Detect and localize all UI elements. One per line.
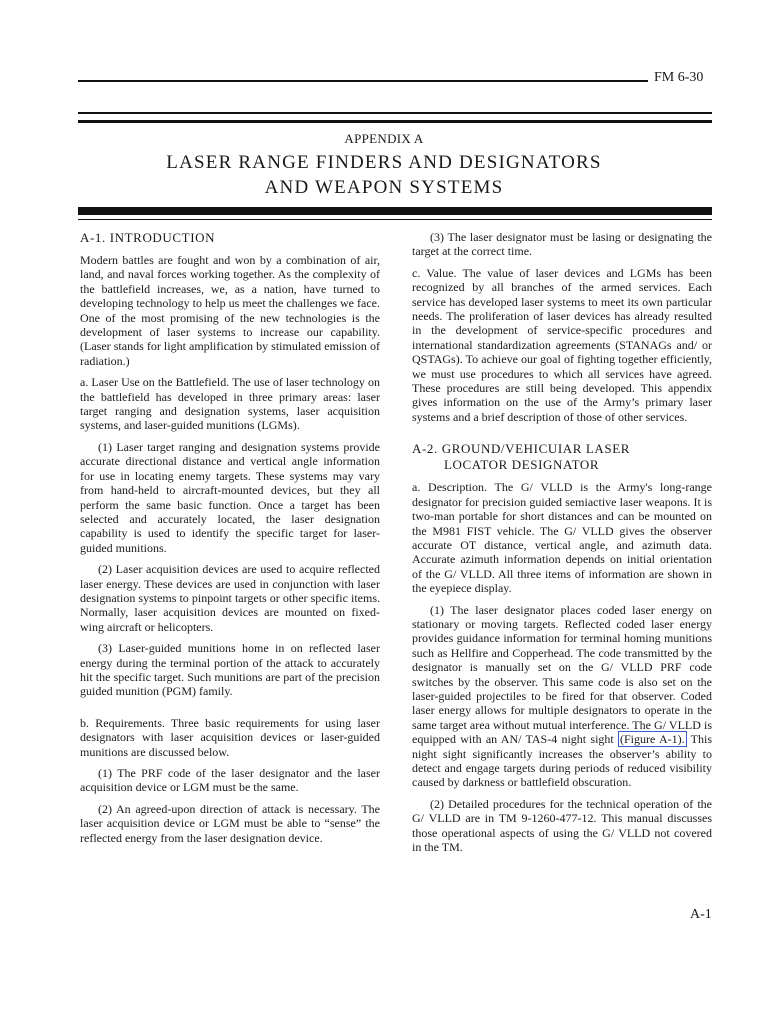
paragraph-a3: (3) Laser-guided munitions home in on reflected laser energy during the terminal portion of the attack to accurately hit the specific target. Such munitions are part of the precision guided munition (PGM) family. <box>80 641 380 699</box>
title-rule-top-thick <box>78 120 712 123</box>
paragraph-a-laser-use: a. Laser Use on the Battlefield. The use of laser technology on the battlefield has developed in three primary areas: laser target ranging and designation systems, laser acquisition systems, and laser-guided munitions (LGMs). <box>80 375 380 433</box>
section-heading-a2-line-1: A-2. GROUND/VEHICUIAR LASER <box>412 441 631 457</box>
paragraph-a-description: a. Description. The G/ VLLD is the Army's long-range designator for precision guided semiactive laser weapons. It is two-man portable for short distances and can be mounted on the M981 FIST vehicle. The G/ VLLD gives the observer accurate OT distance, vertical angle, and azimuth data. Accurate azimuth information depends on initial orientation of the G/ VLLD. All three items of information are shown in the eyepiece display. <box>412 480 712 596</box>
page-title <box>0 150 768 200</box>
right-column <box>412 230 712 861</box>
title-line-2: AND WEAPON SYSTEMS <box>264 177 504 198</box>
left-column <box>80 230 380 852</box>
paragraph-c-value: c. Value. The value of laser devices and LGMs has been recognized by all branches of the armed services. Each service has developed laser systems to meet its own particular needs. The proliferation of laser devices has already resulted in the development of service-specific procedures and international standardization agreements (STANAGs and/ or QSTAGs). To achieve our goal of fighting together efficiently, we must use procedures to which all services have agreed. These procedures are still being developed. This appendix gives information on the use of the Army’s primary laser systems and a brief description of those of other services. <box>412 265 712 424</box>
section-heading-a1: A-1. INTRODUCTION <box>80 230 216 245</box>
spacer <box>80 706 380 716</box>
header-rule <box>78 80 648 82</box>
document-code: FM 6-30 <box>654 70 704 85</box>
paragraph-a2: (2) Laser acquisition devices are used to acquire reflected laser energy. These devices are used in conjunction with laser designation systems to pinpoint targets or other specific items. Normally, laser acquisition devices are mounted on fixed-wing aircraft or helicopters. <box>80 562 380 634</box>
section-heading-a2 <box>412 441 712 473</box>
title-rule-bottom-thin <box>78 219 712 220</box>
title-line-1: LASER RANGE FINDERS AND DESIGNATORS <box>166 152 602 173</box>
section-heading-a2-line-2: LOCATOR DESIGNATOR <box>444 457 600 473</box>
intro-paragraph: Modern battles are fought and won by a combination of air, land, and naval forces working together. As the complexity of the battlefield increases, we, as a nation, have turned to developing technology to help us meet the challenges we face. One of the most promising of the new technologies is the development of laser systems to increase our capability. (Laser stands for light amplification by stimulated emission of radiation.) <box>80 253 380 368</box>
figure-a1-link[interactable]: (Figure A-1). <box>620 732 685 747</box>
title-rule-top-thin <box>78 112 712 114</box>
paragraph-b3: (3) The laser designator must be lasing or designating the target at the correct time. <box>412 230 712 259</box>
paragraph-b1: (1) The PRF code of the laser designator and the laser acquisition device or LGM must be the same. <box>80 766 380 795</box>
page-number: A-1 <box>690 907 712 922</box>
paragraph-b-requirements: b. Requirements. Three basic requirements for using laser designators with laser acquisition devices or laser-guided munitions are discussed below. <box>80 715 380 759</box>
paragraph-a1: (1) Laser target ranging and designation systems provide accurate directional distance and vertical angle information for use in locating enemy targets. These systems may vary from hand-held to aircraft-mounted devices, but they all perform the same basic function. Once a target has been selected and accurately located, the laser designation capability is used to identify the specific target for laser-guided munitions. <box>80 439 380 555</box>
spacer <box>412 431 712 441</box>
paragraph-description-1-text: (1) The laser designator places coded laser energy on stationary or moving targets. Reflected coded laser energy provides guidance information for terminal homing munitions such as Hellfire and Copperhead. The code transmitted by the designator is manually set on the G/ VLLD PRF code switches by the observer. This same code is also set on the laser-guided projectiles to be fired for that observer. Coded laser energy allows for multiple designators to operate in the same target area without mutual interference. The G/ VLLD is equipped with an AN/ TAS-4 night sight <box>412 602 712 747</box>
appendix-label: APPENDIX A <box>344 131 424 146</box>
title-rule-bottom-thick <box>78 207 712 215</box>
paragraph-description-1 <box>412 603 712 790</box>
paragraph-description-2: (2) Detailed procedures for the technical operation of the G/ VLLD are in TM 9-1260-477-12. This manual discusses those operational aspects of using the G/ VLLD not covered in the TM. <box>412 796 712 855</box>
paragraph-b2: (2) An agreed-upon direction of attack is necessary. The laser acquisition device or LGM must be able to “sense” the reflected energy from the laser designation device. <box>80 801 380 845</box>
paragraph-description-1-text-end: This night sight significantly increases the observer’s ability to detect and engage targets during periods of reduced visibility caused by darkness or battlefield obscuration. <box>412 732 712 790</box>
